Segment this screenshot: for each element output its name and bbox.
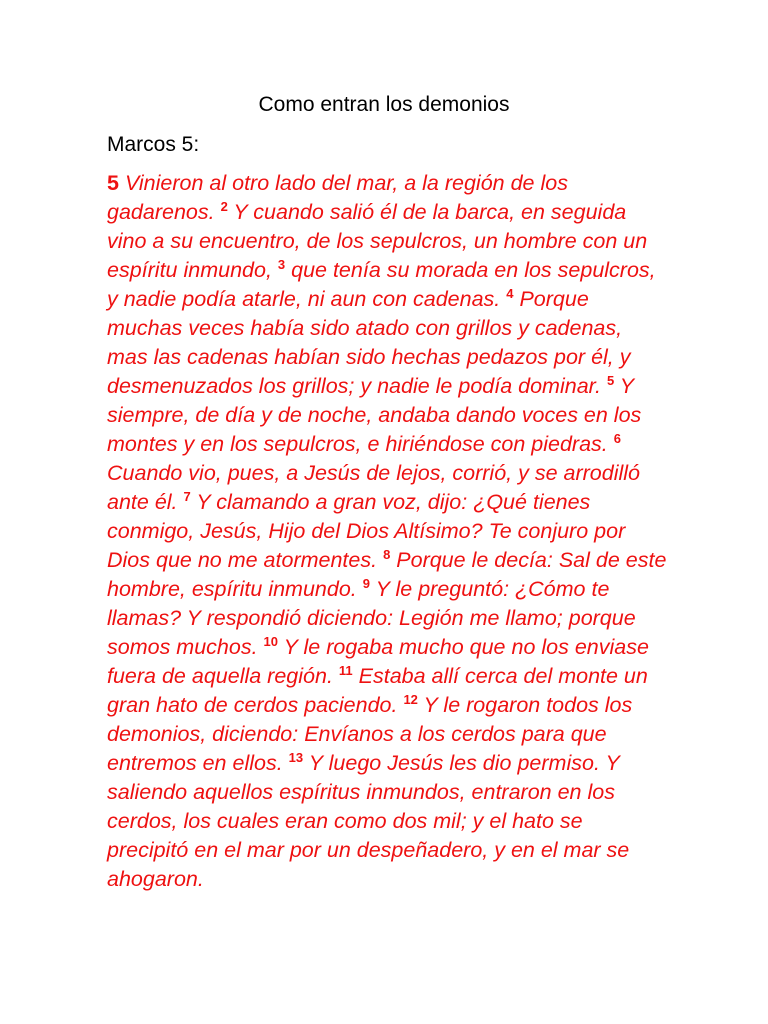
verse-text: Estaba allí cerca del monte un gran hato de cerdos paciendo.: [107, 664, 648, 717]
verse-text: Vinieron al otro lado del mar, a la región de los gadarenos.: [107, 171, 568, 224]
verse-text: Y cuando salió él de la barca, en seguida vino a su encuentro, de los sepulcros, un hombre con un espíritu inmundo,: [107, 200, 648, 282]
verse-number: 13: [288, 749, 304, 765]
verse-text: Y le rogaba mucho que no los enviase fuera de aquella región.: [107, 635, 649, 688]
verse-number: 12: [403, 691, 418, 707]
verse-text: Y siempre, de día y de noche, andaba dando voces en los montes y en los sepulcros, e hiriéndose con piedras.: [107, 374, 642, 456]
verse-number: 2: [220, 198, 228, 214]
verse-number: 5: [107, 171, 119, 195]
verse-number: 7: [183, 488, 191, 504]
verse-number: 3: [277, 256, 286, 272]
document-title: Como entran los demonios: [258, 93, 510, 116]
verse-text: Y le rogaron todos los demonios, diciendo: Envíanos a los cerdos para que entremos en ellos.: [107, 693, 633, 775]
verse-number: 9: [362, 575, 370, 591]
verse-number: 4: [506, 285, 514, 301]
verse-text: Porque muchas veces había sido atado con grillos y cadenas, mas las cadenas habían sido hechas pedazos por él, y desmenuzados los grillos; y nadie le podía dominar.: [107, 287, 631, 398]
chapter-reference: Marcos 5:: [107, 133, 200, 156]
verse-text: Porque le decía: Sal de este hombre, espíritu inmundo.: [107, 548, 667, 601]
verse-number: 8: [383, 546, 391, 562]
verse-text: que tenía su morada en los sepulcros, y nadie podía atarle, ni aun con cadenas.: [107, 258, 656, 311]
verse-text: Cuando vio, pues, a Jesús de lejos, corrió, y se arrodilló ante él.: [107, 461, 640, 514]
scripture-passage: [107, 169, 667, 894]
verse-text: Y clamando a gran voz, dijo: ¿Qué tienes conmigo, Jesús, Hijo del Dios Altísimo? Te conjuro por Dios que no me atormentes.: [107, 490, 626, 572]
verse-number: 5: [606, 372, 615, 388]
verse-text: Y le preguntó: ¿Cómo te llamas? Y respondió diciendo: Legión me llamo; porque somos muchos.: [107, 577, 636, 659]
verse-text: Y luego Jesús les dio permiso. Y saliendo aquellos espíritus inmundos, entraron en los cerdos, los cuales eran como dos mil; y el hato se precipitó en el mar por un despeñadero, y en el mar se ahogaron.: [107, 751, 630, 891]
verse-number: 6: [613, 430, 621, 446]
verse-number: 10: [263, 633, 278, 649]
verse-number: 11: [338, 662, 353, 678]
